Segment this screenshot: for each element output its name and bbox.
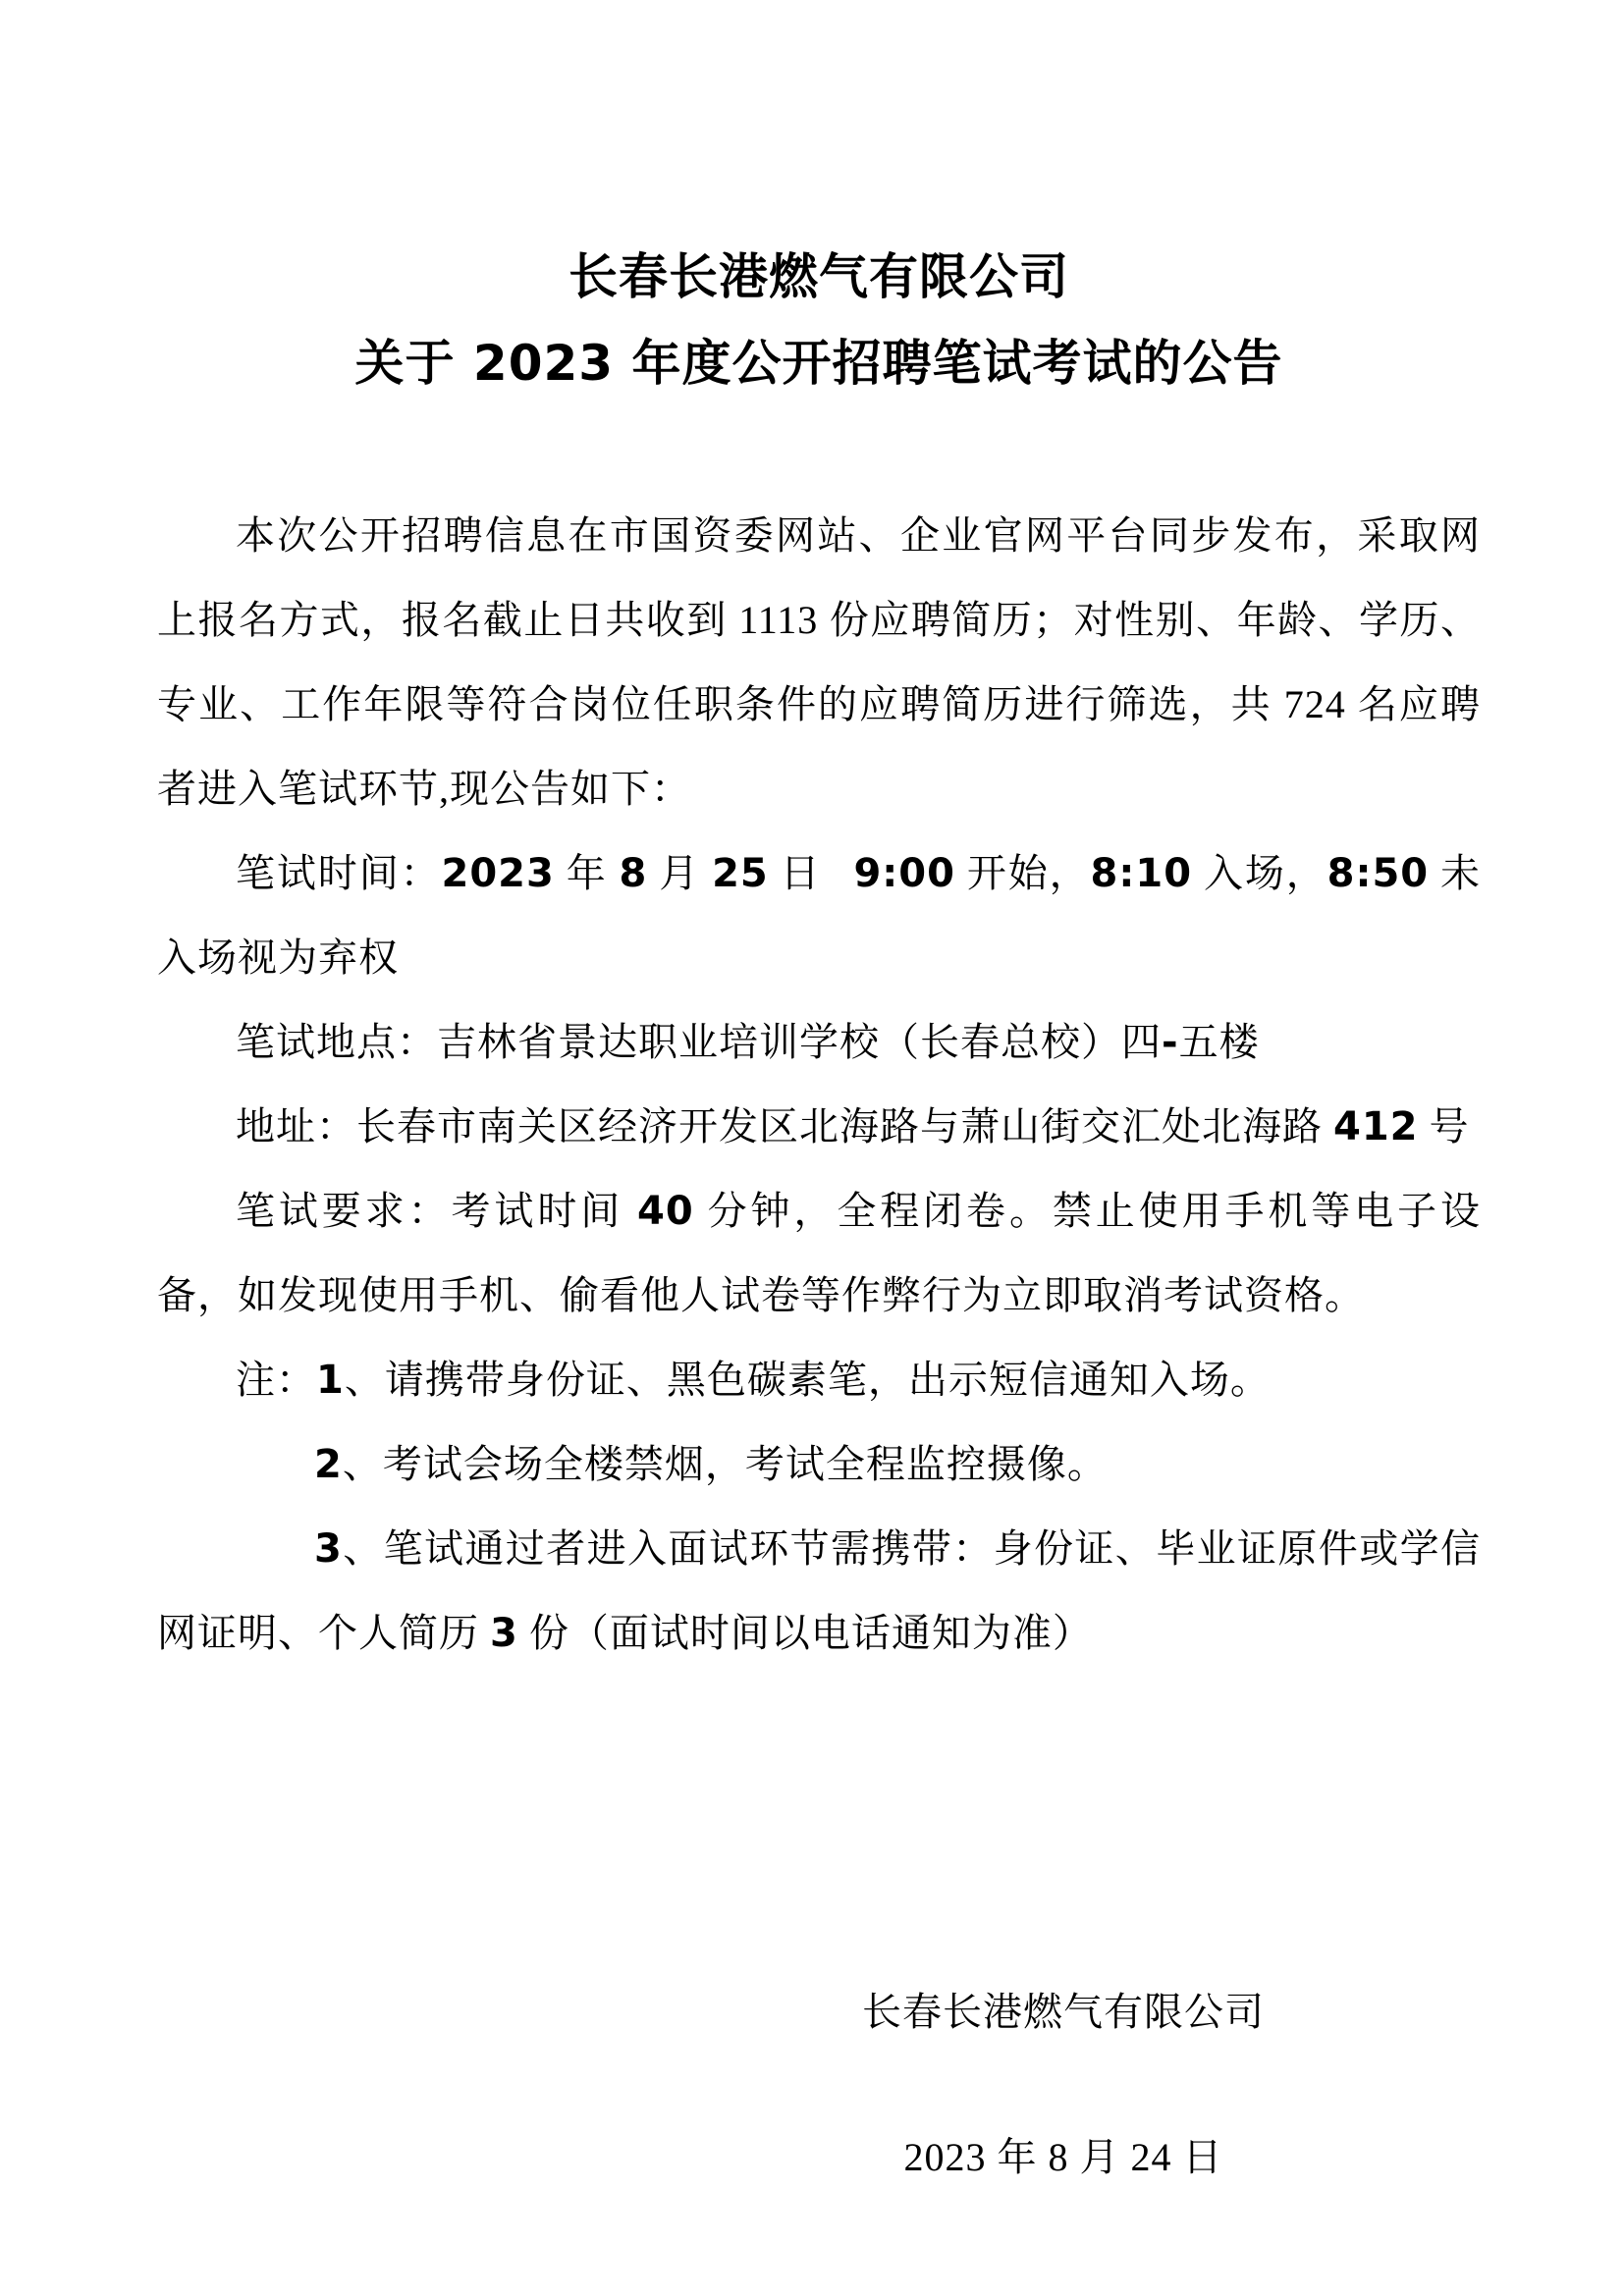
text-run: 未入场视为弃权 xyxy=(157,851,1482,980)
text-run: 、考试会场全楼禁烟，考试全程监控摄像。 xyxy=(342,1442,1108,1486)
text-run: 日 xyxy=(768,851,854,895)
text-run: 412 xyxy=(1333,1104,1419,1149)
text-run: 40 xyxy=(637,1189,694,1234)
paragraph-intro: 本次公开招聘信息在市国资委网站、企业官网平台同步发布，采取网上报名方式，报名截止日共收到 1113 份应聘简历；对性别、年龄、学历、专业、工作年限等符合岗位任职条件的应聘简历进行筛选，共 724 名应聘者进入笔试环节,现公告如下： xyxy=(157,513,1481,811)
text-run: 1 xyxy=(316,1358,345,1403)
signature-company-name: 长春长港燃气有限公司 xyxy=(862,1990,1265,2034)
text-run: 3 xyxy=(314,1526,343,1572)
text-run: 分钟，全程闭卷。禁止使用手机等电子设备，如发现使用手机、偷看他人试卷等作弊行为立即取消考试资格。 xyxy=(157,1189,1482,1317)
text-run: 笔试要求：考试时间 xyxy=(236,1189,638,1233)
text-run: 25 xyxy=(712,851,769,896)
paragraph-exam-time xyxy=(157,831,1481,1000)
text-run: 2 xyxy=(314,1442,343,1487)
text-run: 笔试地点：吉林省景达职业培训学校（长春总校）四 xyxy=(236,1020,1162,1064)
paragraph-exam-rules xyxy=(157,1169,1481,1338)
text-run: 2023 xyxy=(441,851,555,896)
signature-block xyxy=(862,1970,1265,2200)
text-run: 号 xyxy=(1418,1104,1470,1148)
text-run: 注： xyxy=(236,1358,316,1402)
text-run: 年 xyxy=(554,851,620,895)
paragraph-note-2 xyxy=(157,1422,1481,1507)
text-run: 、请携带身份证、黑色碳素笔，出示短信通知入场。 xyxy=(344,1358,1271,1402)
text-run: - xyxy=(1162,1020,1179,1065)
document-title xyxy=(157,234,1481,406)
title-company-name: 长春长港燃气有限公司 xyxy=(568,248,1069,305)
signature-date: 2023 年 8 月 24 日 xyxy=(903,2135,1223,2179)
text-run: 开始， xyxy=(954,851,1091,895)
text-run: 9:00 xyxy=(853,851,955,896)
text-run: 8:10 xyxy=(1090,851,1193,896)
text-run: 地址：长春市南关区经济开发区北海路与萧山街交汇处北海路 xyxy=(236,1104,1333,1148)
text-run: 入场， xyxy=(1192,851,1327,895)
text-run: 8 xyxy=(619,851,648,896)
text-run: 笔试时间： xyxy=(236,851,442,895)
paragraph-note-3 xyxy=(157,1507,1481,1676)
text-run: 月 xyxy=(647,851,713,895)
paragraph-address xyxy=(157,1085,1481,1169)
text-run: 3 xyxy=(490,1611,518,1656)
paragraph-note-1 xyxy=(157,1338,1481,1422)
paragraph-exam-location xyxy=(157,1000,1481,1085)
text-run: 8:50 xyxy=(1326,851,1430,896)
title-announcement-subject: 关于 2023 年度公开招聘笔试考试的公告 xyxy=(354,335,1283,392)
text-run: 份（面试时间以电话通知为准） xyxy=(517,1611,1093,1655)
text-run: 、笔试通过者进入面试环节需携带：身份证、毕业证原件或学信网证明、个人简历 xyxy=(157,1526,1481,1655)
text-run: 五楼 xyxy=(1178,1020,1260,1064)
